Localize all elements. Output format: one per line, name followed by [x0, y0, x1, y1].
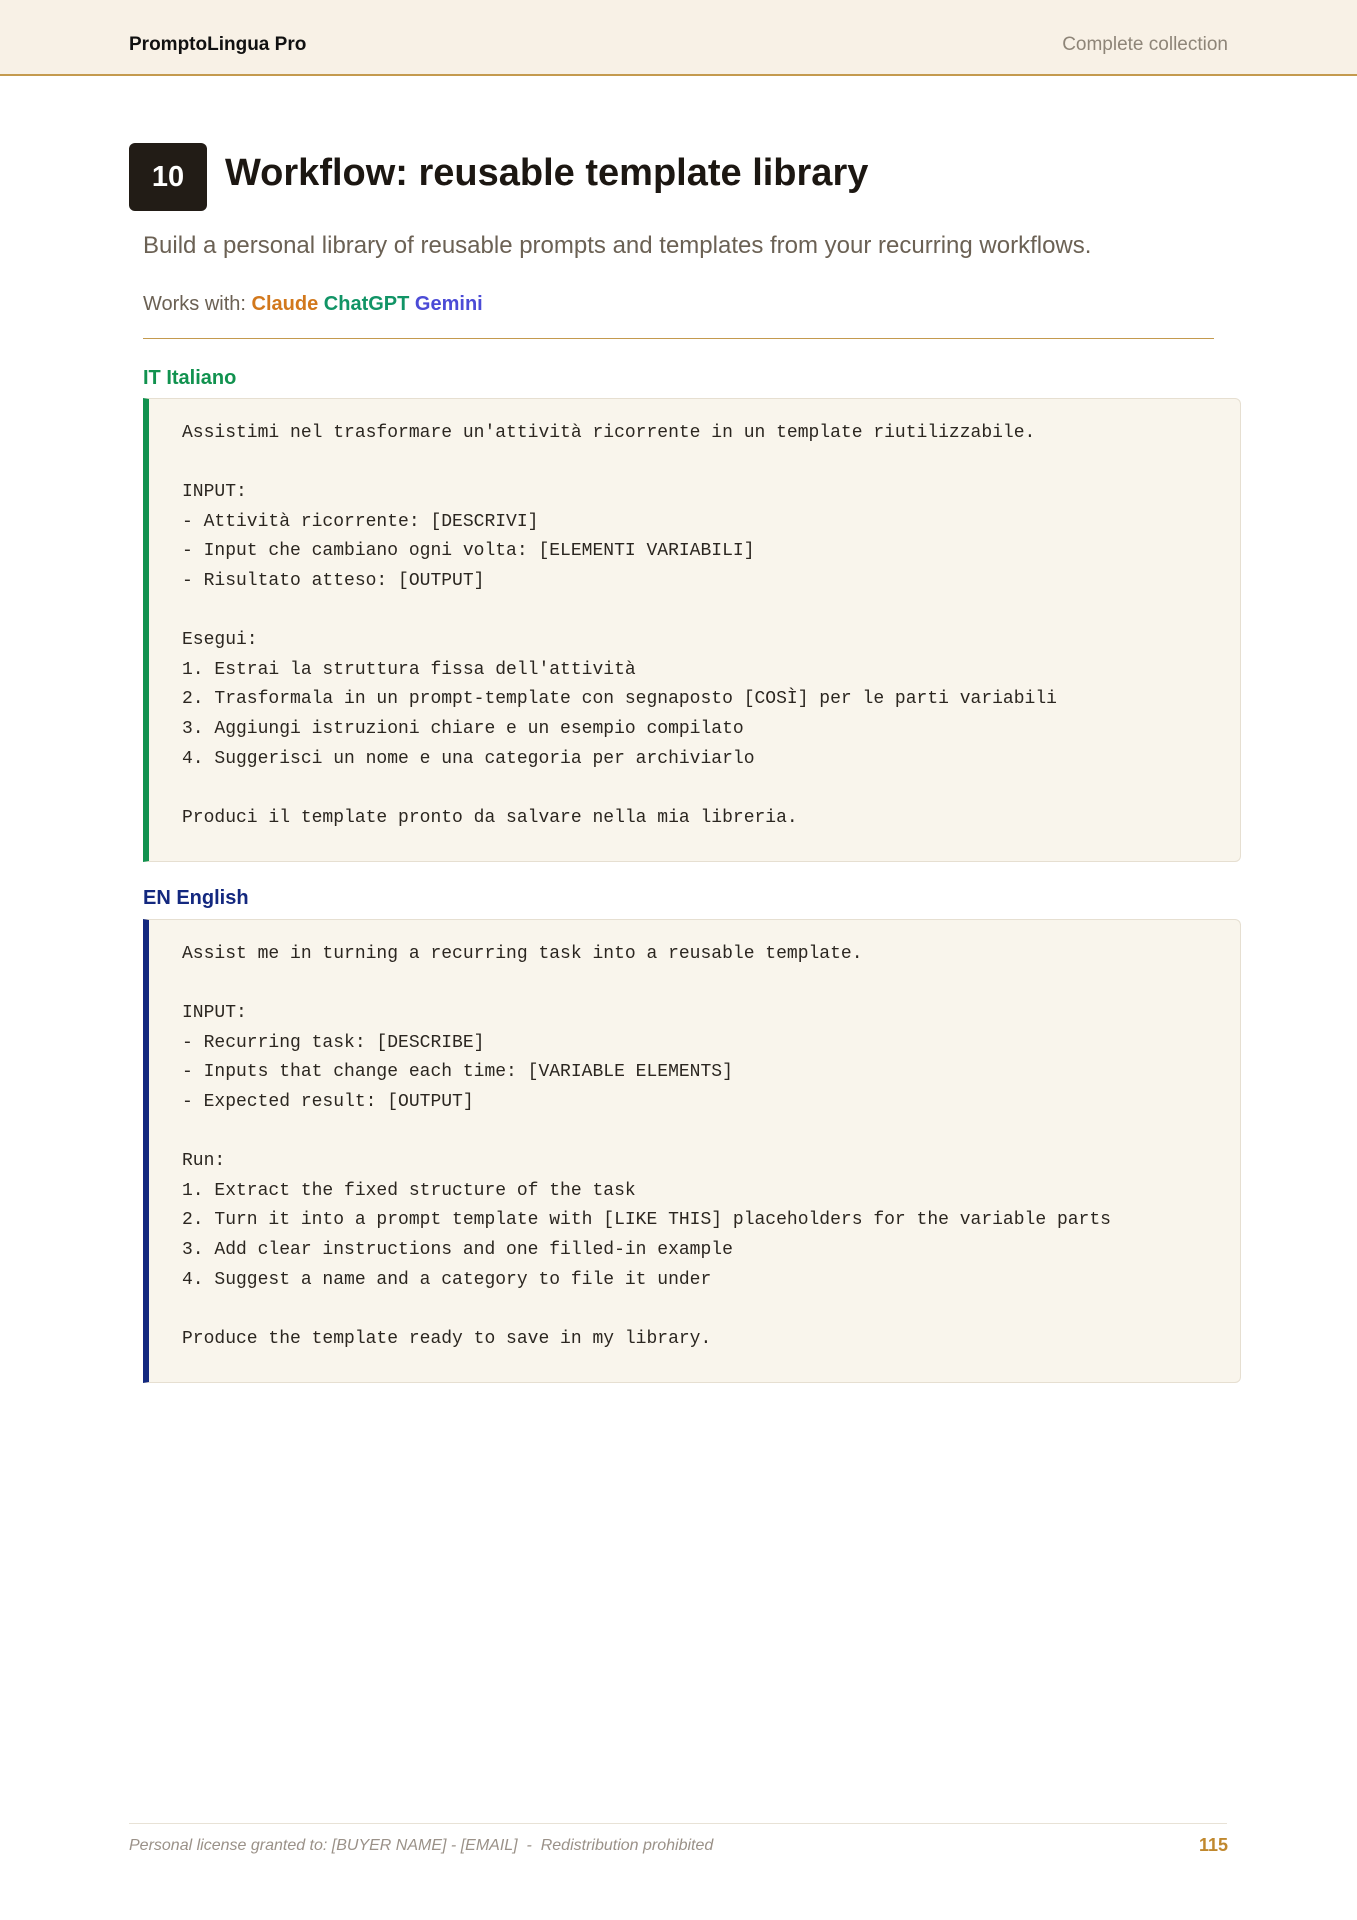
prompt-line: - Risultato atteso: [OUTPUT]	[182, 570, 485, 591]
prompt-line: INPUT:	[182, 482, 247, 503]
section-number-badge: 10	[129, 143, 207, 211]
tool-claude: Claude	[251, 293, 319, 315]
prompt-line: Produci il template pronto da salvare nella mia libreria.	[182, 807, 798, 828]
prompt-line: Esegui:	[182, 630, 258, 651]
prompt-line	[182, 1295, 1240, 1325]
prompt-line: 2. Turn it into a prompt template with [LIKE THIS] placeholders for the variable parts	[182, 1210, 1111, 1231]
section-subtitle: Build a personal library of reusable prompts and templates from your recurring workflows.	[143, 232, 1092, 259]
prompt-line: 3. Aggiungi istruzioni chiare e un esempio compilato	[182, 718, 744, 739]
page-number: 115	[1198, 1835, 1228, 1855]
tool-gemini: Gemini	[414, 293, 483, 315]
prompt-line: 1. Estrai la struttura fissa dell'attività	[182, 659, 636, 680]
collection-label: Complete collection	[1062, 34, 1228, 55]
prompt-line	[182, 1118, 1240, 1148]
prompt-line: - Input che cambiano ogni volta: [ELEMENTI VARIABILI]	[182, 541, 755, 562]
prompt-line	[182, 597, 1240, 627]
license-notice: Personal license granted to: [BUYER NAME] - [EMAIL] - Redistribution prohibited	[129, 1837, 714, 1854]
section-title: Workflow: reusable template library	[225, 152, 869, 194]
prompt-line	[182, 774, 1240, 804]
page-header	[0, 0, 1357, 76]
brand-name: PromptoLingua Pro	[129, 34, 307, 55]
section-divider	[143, 338, 1214, 339]
tool-chatgpt: ChatGPT	[323, 293, 410, 315]
prompt-line: - Expected result: [OUTPUT]	[182, 1091, 474, 1112]
english-label: EN English	[143, 887, 249, 909]
works-with-label: Works with:	[143, 293, 246, 315]
italian-label: IT Italiano	[143, 367, 237, 389]
prompt-line: 4. Suggerisci un nome e una categoria per archiviarlo	[182, 748, 755, 769]
prompt-line: 4. Suggest a name and a category to file it under	[182, 1269, 712, 1290]
prompt-line: INPUT:	[182, 1003, 247, 1024]
english-prompt-box	[143, 919, 1241, 1383]
prompt-line: 2. Trasformala in un prompt-template con segnaposto [COSÌ] per le parti variabili	[182, 689, 1057, 710]
prompt-line: Assist me in turning a recurring task into a reusable template.	[182, 944, 863, 964]
prompt-line: - Inputs that change each time: [VARIABLE ELEMENTS]	[182, 1062, 733, 1083]
prompt-line: - Attività ricorrente: [DESCRIVI]	[182, 511, 539, 532]
prompt-line: 1. Extract the fixed structure of the task	[182, 1180, 636, 1201]
prompt-line: Assistimi nel trasformare un'attività ricorrente in un template riutilizzabile.	[182, 423, 1036, 443]
prompt-line	[182, 970, 1240, 1000]
footer-divider	[129, 1823, 1227, 1824]
prompt-line: 3. Add clear instructions and one filled-in example	[182, 1239, 733, 1260]
prompt-line	[182, 449, 1240, 479]
prompt-line: Produce the template ready to save in my library.	[182, 1328, 712, 1349]
prompt-line: - Recurring task: [DESCRIBE]	[182, 1032, 485, 1053]
works-with-row	[143, 293, 483, 316]
prompt-line: Run:	[182, 1151, 226, 1172]
italian-prompt-box	[143, 398, 1241, 862]
